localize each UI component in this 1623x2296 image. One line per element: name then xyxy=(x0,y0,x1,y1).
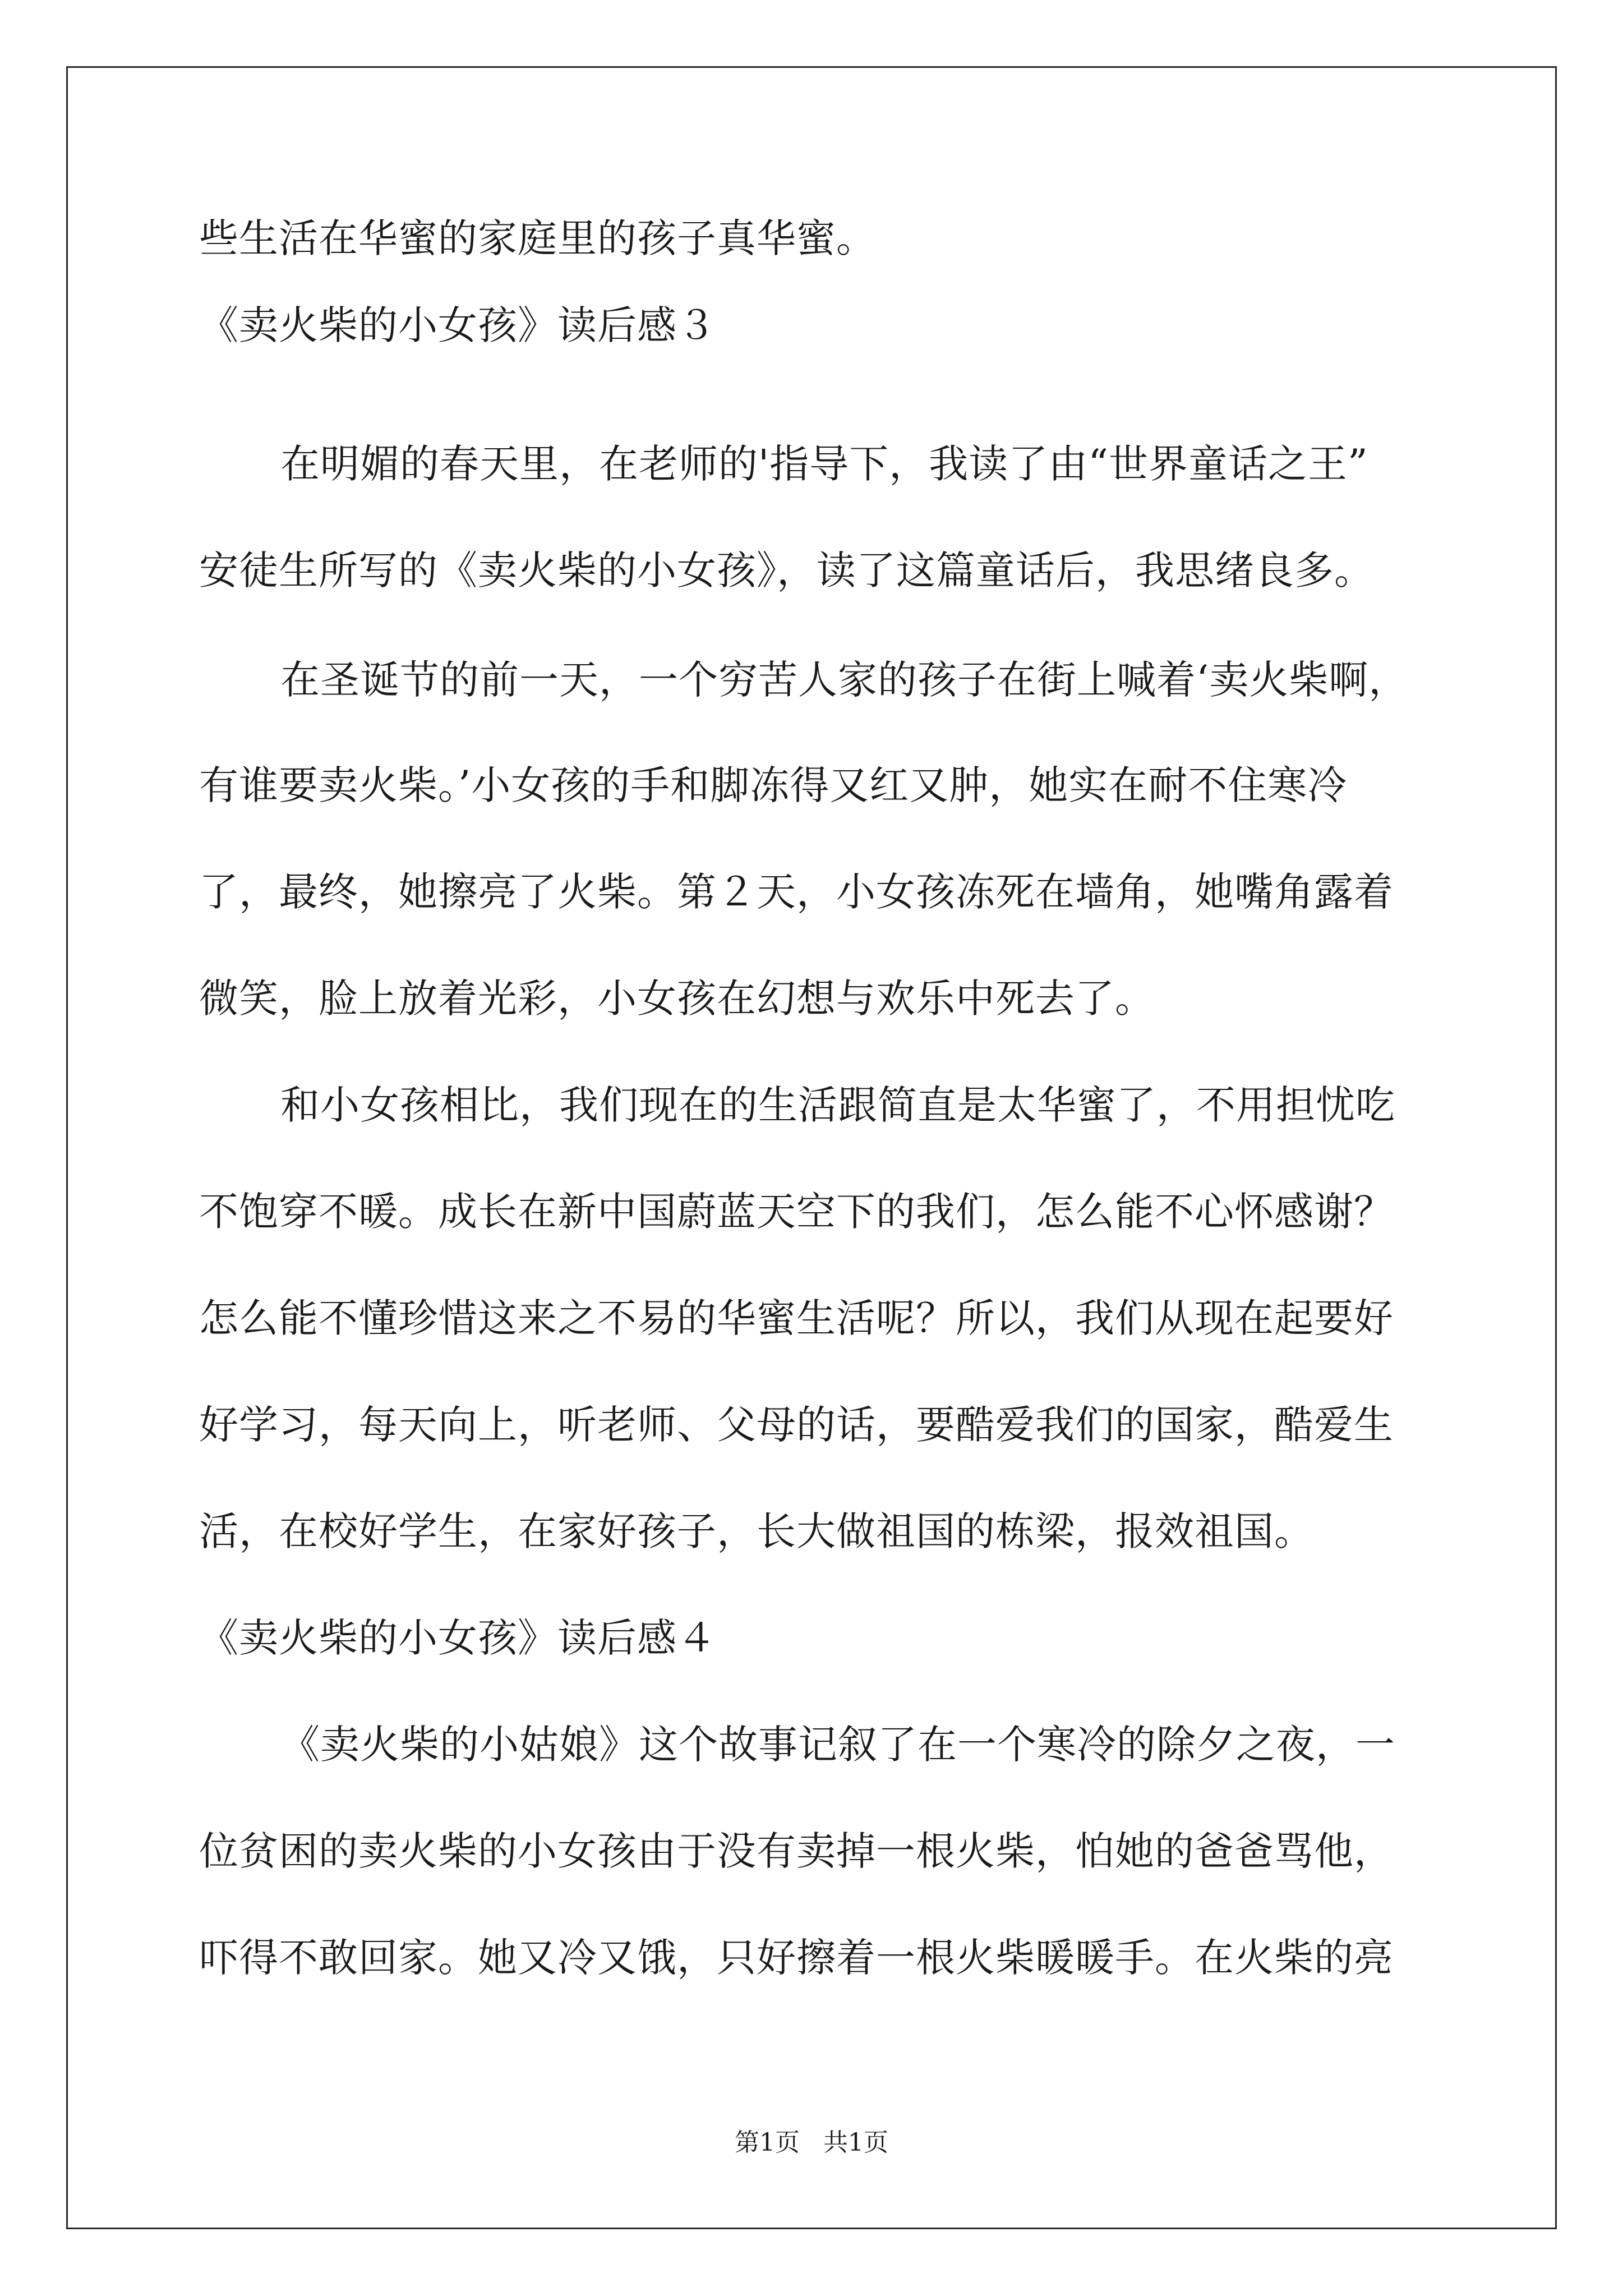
text-line: 位贫困的卖火柴的小女孩由于没有卖掉一根火柴，怕她的爸爸骂他， xyxy=(199,1828,1394,1874)
text-line: 不饱穿不暖。成长在新中国蔚蓝天空下的我们，怎么能不心怀感谢？ xyxy=(199,1189,1394,1235)
text-line: 有谁要卖火柴。’小女孩的手和脚冻得又红又肿，她实在耐不住寒冷 xyxy=(199,762,1348,808)
section-heading: 《卖火柴的小女孩》读后感４ xyxy=(199,1615,717,1661)
text-line: 和小女孩相比，我们现在的生活跟简直是太华蜜了，不用担忧吃 xyxy=(280,1082,1395,1128)
text-line: 吓得不敢回家。她又冷又饿，只好擦着一根火柴暖暖手。在火柴的亮 xyxy=(199,1935,1394,1981)
text-line: 在圣诞节的前一天，一个穷苦人家的孩子在街上喊着‘卖火柴啊， xyxy=(280,657,1409,703)
section-heading: 《卖火柴的小女孩》读后感３ xyxy=(199,302,717,348)
text-line: 活，在校好学生，在家好孩子，长大做祖国的栋梁，报效祖国。 xyxy=(199,1508,1314,1554)
text-line: 好学习，每天向上，听老师、父母的话，要酷爱我们的国家，酷爱生 xyxy=(199,1402,1394,1448)
text-line: 了，最终，她擦亮了火柴。第２天，小女孩冻死在墙角，她嘴角露着 xyxy=(199,869,1394,915)
text-line: 安徒生所写的《卖火柴的小女孩》，读了这篇童话后，我思绪良多。 xyxy=(199,547,1374,593)
text-line: 《卖火柴的小姑娘》这个故事记叙了在一个寒冷的除夕之夜，一 xyxy=(280,1722,1395,1768)
text-line: 在明媚的春天里，在老师的'指导下，我读了由“世界童话之王” xyxy=(280,441,1368,487)
text-line: 怎么能不懂珍惜这来之不易的华蜜生活呢？所以，我们从现在起要好 xyxy=(199,1295,1394,1341)
text-line: 微笑，脸上放着光彩，小女孩在幻想与欢乐中死去了。 xyxy=(199,976,1155,1022)
page-footer: 第1页 共1页 xyxy=(735,2128,888,2157)
text-line: 些生活在华蜜的家庭里的孩子真华蜜。 xyxy=(199,215,876,261)
page-border xyxy=(66,66,1557,2229)
